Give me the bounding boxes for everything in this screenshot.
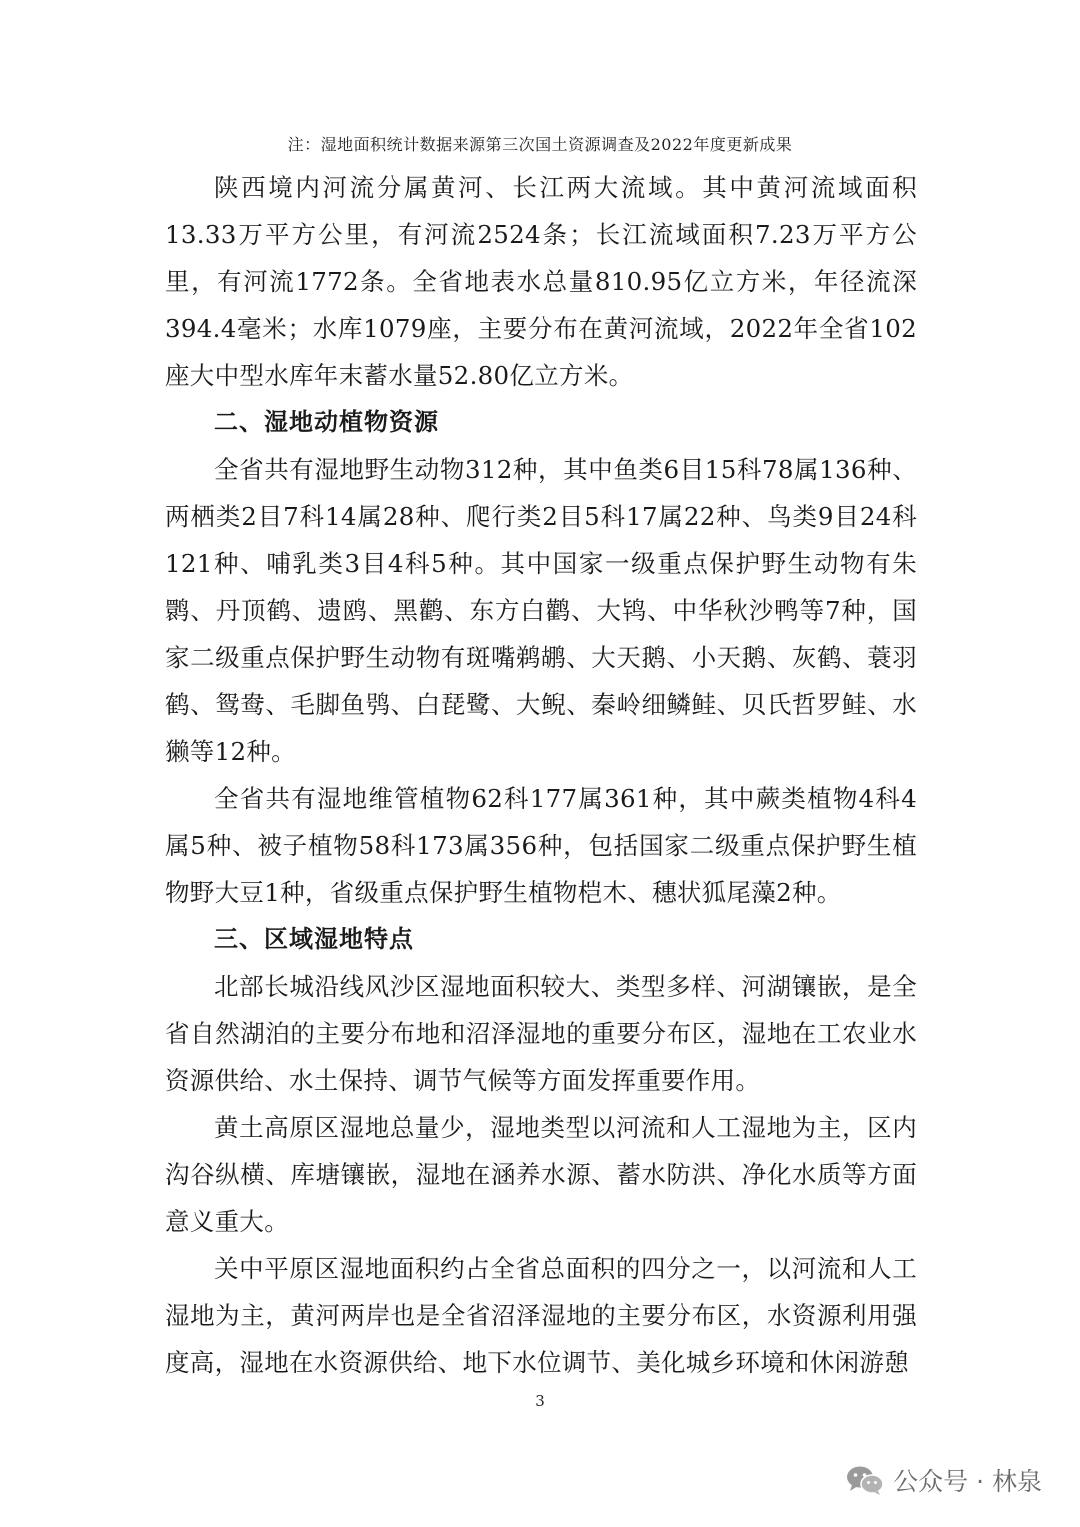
paragraph-plants: 全省共有湿地维管植物62科177属361种，其中蕨类植物4科4属5种、被子植物58科173属356种，包括国家二级重点保护野生植物野大豆1种，省级重点保护野生植物桤木、穗状狐尾藻2种。 — [165, 784, 917, 907]
paragraph-animals: 全省共有湿地野生动物312种，其中鱼类6目15科78属136种、两栖类2目7科14属28种、爬行类2目5科17属22种、鸟类9目24科121种、哺乳类3目4科5种。其中国家一级重点保护野生动物有朱鹮、丹顶鹤、遗鸥、黑鹳、东方白鹳、大鸨、中华秋沙鸭等7种，国家二级重点保护野生动物有斑嘴鹈鹕、大天鹅、小天鹅、灰鹤、蓑羽鹤、鸳鸯、毛脚鱼鸮、白琵鹭、大鲵、秦岭细鳞鲑、贝氏哲罗鲑、水獭等12种。 — [165, 455, 917, 766]
section-heading-2: 二、湿地动植物资源 — [214, 408, 439, 436]
body-text — [165, 164, 917, 1386]
watermark — [845, 1462, 1042, 1498]
paragraph-guanzhong: 关中平原区湿地面积约占全省总面积的四分之一，以河流和人工湿地为主，黄河两岸也是全省沼泽湿地的主要分布区，水资源利用强度高，湿地在水资源供给、地下水位调节、美化城乡环境和休闲游憩 — [165, 1254, 917, 1377]
wechat-icon — [845, 1464, 885, 1496]
watermark-text: 公众号 · 林泉 — [893, 1467, 1042, 1496]
paragraph-north: 北部长城沿线风沙区湿地面积较大、类型多样、河湖镶嵌，是全省自然湖泊的主要分布地和沼泽湿地的重要分布区，湿地在工农业水资源供给、水土保持、调节气候等方面发挥重要作用。 — [165, 972, 917, 1095]
section-heading-3: 三、区域湿地特点 — [214, 925, 414, 953]
paragraph-loess: 黄土高原区湿地总量少，湿地类型以河流和人工湿地为主，区内沟谷纵横、库塘镶嵌，湿地在涵养水源、蓄水防洪、净化水质等方面意义重大。 — [165, 1113, 917, 1236]
page-number: 3 — [535, 1392, 545, 1410]
paragraph-rivers: 陕西境内河流分属黄河、长江两大流域。其中黄河流域面积13.33万平方公里，有河流2524条；长江流域面积7.23万平方公里，有河流1772条。全省地表水总量810.95亿立方米，年径流深394.4毫米；水库1079座，主要分布在黄河流域，2022年全省102座大中型水库年末蓄水量52.80亿立方米。 — [165, 173, 917, 390]
data-source-note: 注：湿地面积统计数据来源第三次国土资源调查及2022年度更新成果 — [287, 135, 793, 154]
